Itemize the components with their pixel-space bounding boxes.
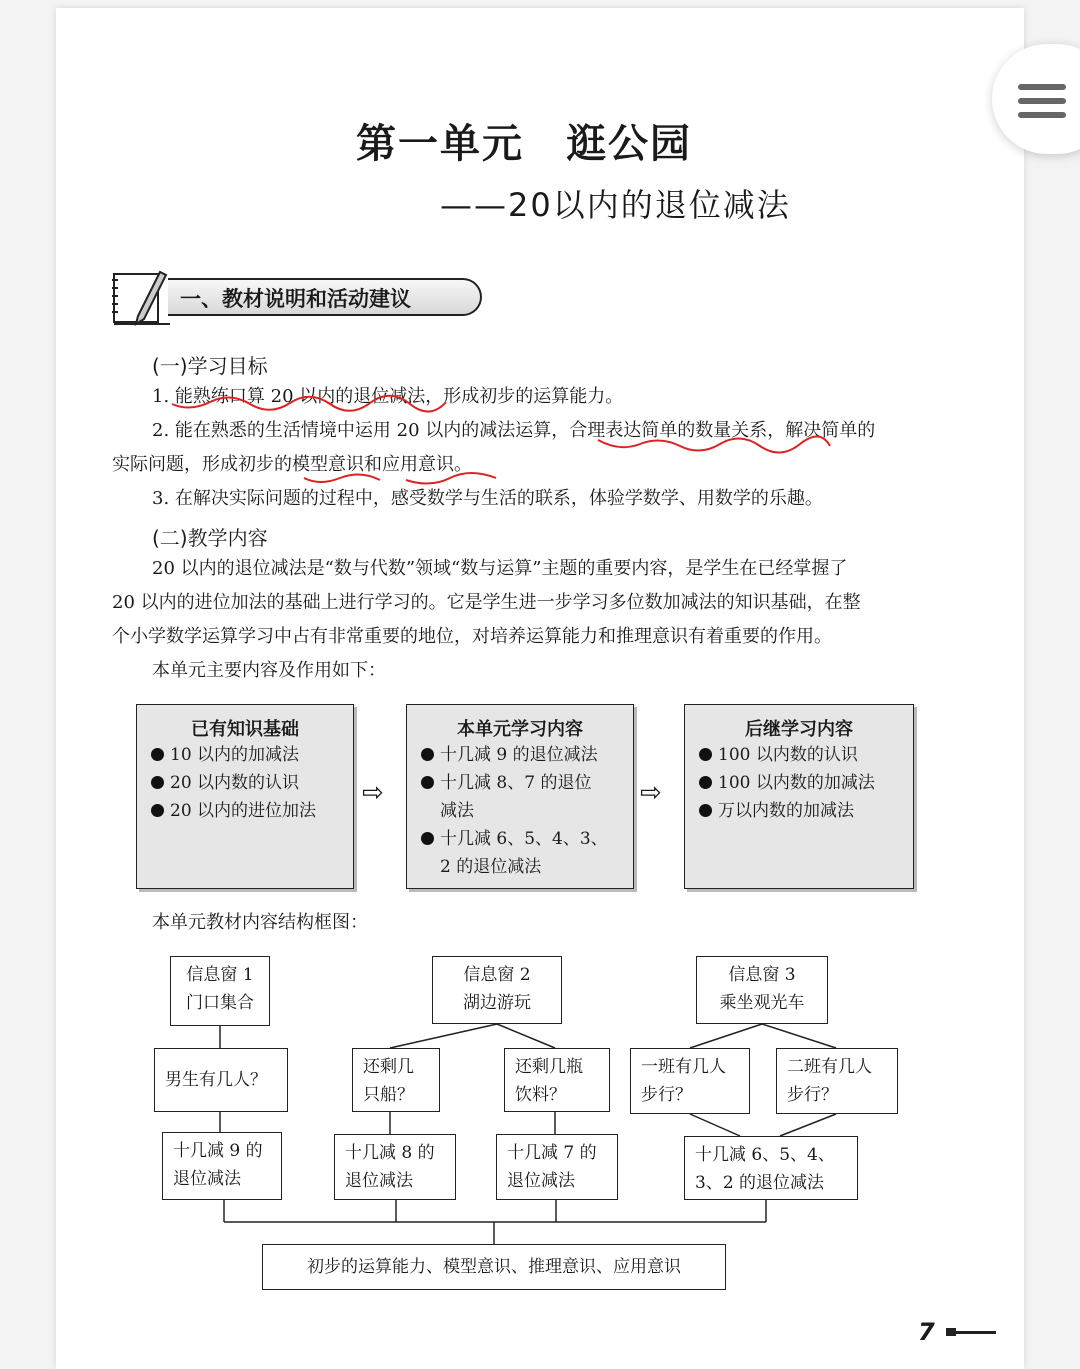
node-line: 步行？ xyxy=(787,1085,838,1105)
node-line: 初步的运算能力、模型意识、推理意识、应用意识 xyxy=(307,1257,681,1277)
node-line: 还剩几 xyxy=(363,1057,414,1077)
node-line: 饮料？ xyxy=(515,1085,566,1105)
question-box-4 xyxy=(630,1048,750,1114)
content-intro: 本单元主要内容及作用如下： xyxy=(152,660,386,681)
bullet-icon xyxy=(421,776,434,789)
bullet-icon xyxy=(699,748,712,761)
goal-item-3: 3. 在解决实际问题的过程中，感受数学与生活的联系，体验学数学、用数学的乐趣。 xyxy=(152,488,823,509)
question-box-3 xyxy=(504,1048,610,1112)
menu-icon-bar xyxy=(1018,98,1066,104)
list-item xyxy=(421,825,633,853)
list-item xyxy=(151,741,353,769)
list-item-text: 100 以内数的加减法 xyxy=(718,773,875,793)
bullet-icon xyxy=(151,748,164,761)
result-box xyxy=(262,1244,726,1290)
list-item xyxy=(421,741,633,769)
page-number-rule xyxy=(946,1331,996,1334)
node-line: 步行？ xyxy=(641,1085,692,1105)
node-line: 退位减法 xyxy=(173,1169,241,1189)
list-item-text: 十几减 9 的退位减法 xyxy=(440,745,598,765)
unit-content-title: 本单元学习内容 xyxy=(457,719,583,740)
bullet-icon xyxy=(151,804,164,817)
prior-knowledge-title: 已有知识基础 xyxy=(191,719,299,740)
list-item xyxy=(699,797,913,825)
flow-arrow-icon: ⇨ xyxy=(362,778,384,808)
section-banner xyxy=(108,266,484,328)
node-line: 信息窗 1 xyxy=(186,965,254,985)
method-box-2 xyxy=(334,1134,456,1200)
method-box-1 xyxy=(162,1132,282,1200)
node-line: 十几减 8 的 xyxy=(345,1143,435,1163)
node-line: 退位减法 xyxy=(507,1171,575,1191)
node-line: 门口集合 xyxy=(186,993,254,1013)
info-window-1 xyxy=(170,956,270,1026)
node-line: 十几减 6、5、4、 xyxy=(695,1145,835,1165)
node-line: 湖边游玩 xyxy=(463,993,531,1013)
list-item-text: 十几减 6、5、4、3、 xyxy=(440,829,608,849)
method-box-3 xyxy=(496,1134,618,1200)
node-line: 二班有几人 xyxy=(787,1057,872,1077)
goals-heading: (一)学习目标 xyxy=(152,354,268,378)
list-item-text: 20 以内的进位加法 xyxy=(170,801,317,821)
list-item xyxy=(151,769,353,797)
menu-icon-bar xyxy=(1018,112,1066,118)
node-line: 信息窗 2 xyxy=(463,965,531,985)
goal-item-2: 2. 能在熟悉的生活情境中运用 20 以内的减法运算，合理表达简单的数量关系，解决简单的 xyxy=(152,420,876,441)
follow-up-box xyxy=(684,704,914,889)
list-item xyxy=(699,741,913,769)
list-item xyxy=(699,769,913,797)
page-title: 第一单元 逛公园 xyxy=(356,120,692,167)
bullet-icon xyxy=(151,776,164,789)
goal-item-1: 1. 能熟练口算 20 以内的退位减法，形成初步的运算能力。 xyxy=(152,386,624,407)
node-line: 十几减 7 的 xyxy=(507,1143,597,1163)
list-item-text: 十几减 8、7 的退位 xyxy=(440,773,592,793)
menu-icon xyxy=(1018,84,1066,90)
unit-content-box xyxy=(406,704,634,889)
follow-up-title: 后继学习内容 xyxy=(745,719,853,740)
bullet-icon xyxy=(421,832,434,845)
node-line: 还剩几瓶 xyxy=(515,1057,583,1077)
bullet-icon xyxy=(421,748,434,761)
bullet-icon xyxy=(699,804,712,817)
node-line: 男生有几人？ xyxy=(165,1070,267,1090)
node-line: 一班有几人 xyxy=(641,1057,726,1077)
node-line: 退位减法 xyxy=(345,1171,413,1191)
list-item xyxy=(421,769,633,797)
node-line: 信息窗 3 xyxy=(728,965,796,985)
content-paragraph-line-2: 20 以内的进位加法的基础上进行学习的。它是学生进一步学习多位数加减法的知识基础，在整 xyxy=(112,592,861,613)
list-item-cont: 减法 xyxy=(440,801,474,821)
goal-item-2-cont: 实际问题，形成初步的模型意识和应用意识。 xyxy=(112,454,472,475)
prior-knowledge-box xyxy=(136,704,354,889)
node-line: 乘坐观光车 xyxy=(719,993,805,1013)
bullet-icon xyxy=(699,776,712,789)
question-box-1 xyxy=(154,1048,288,1112)
method-box-4 xyxy=(684,1136,858,1200)
list-item xyxy=(151,797,353,825)
list-item-text: 20 以内数的认识 xyxy=(170,773,300,793)
node-line: 十几减 9 的 xyxy=(173,1141,263,1161)
content-paragraph-line-3: 个小学数学运算学习中占有非常重要的地位，对培养运算能力和推理意识有着重要的作用。 xyxy=(112,626,832,647)
content-paragraph-line-1: 20 以内的退位减法是“数与代数”领域“数与运算”主题的重要内容，是学生在已经掌握了 xyxy=(152,558,848,579)
banner-label: 一、教材说明和活动建议 xyxy=(180,287,411,311)
info-window-3 xyxy=(696,956,828,1024)
list-item-text: 100 以内数的认识 xyxy=(718,745,858,765)
node-line: 3、2 的退位减法 xyxy=(695,1173,825,1193)
list-item-cont: 2 的退位减法 xyxy=(440,857,542,877)
flow-arrow-icon: ⇨ xyxy=(640,778,662,808)
list-item-text: 万以内数的加减法 xyxy=(718,801,854,821)
info-window-2 xyxy=(432,956,562,1024)
list-item-text: 10 以内的加减法 xyxy=(170,745,300,765)
node-line: 只船？ xyxy=(363,1085,414,1105)
page-number: 7 xyxy=(918,1318,935,1346)
question-box-2 xyxy=(352,1048,440,1112)
content-heading: (二)教学内容 xyxy=(152,526,268,550)
question-box-5 xyxy=(776,1048,898,1114)
structure-intro: 本单元教材内容结构框图： xyxy=(152,912,368,933)
page-subtitle: ——20以内的退位减法 xyxy=(440,186,791,224)
